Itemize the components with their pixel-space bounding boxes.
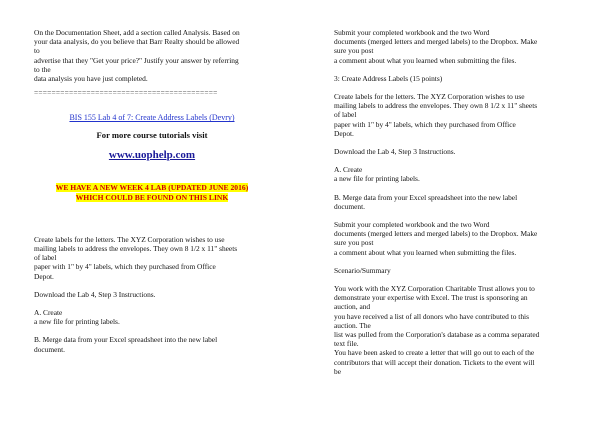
download-instructions-right: Download the Lab 4, Step 3 Instructions. [334, 147, 456, 157]
analysis-instructions: On the Documentation Sheet, add a section called Analysis. Based on your data analysis, do you believe that Barr Realty should be allowed to advertise that they "Get your price?" Justify your answer by referring to the data analysis you have just completed. [34, 28, 240, 84]
step-b: B. Merge data from your Excel spreadsheet into the new label document. [34, 335, 218, 354]
step-a-right: A. Create a new file for printing labels. [334, 165, 420, 184]
more-tutorials-text: For more course tutorials visit [96, 129, 208, 140]
lab-title-link[interactable]: BIS 155 Lab 4 of 7: Create Address Labels (Devry) [69, 113, 235, 123]
step3-heading: 3: Create Address Labels (15 points) [334, 73, 443, 83]
scenario-heading: Scenario/Summary [334, 265, 391, 275]
website-link[interactable]: www.uophelp.com [108, 148, 196, 161]
submit-paragraph-2: Submit your completed workbook and the two Word documents (merged letters and merged labels) to the Dropbox. Make sure you post a comment about what you learned when submitting the files. [334, 220, 538, 257]
left-column [34, 28, 270, 354]
step-a: A. Create a new file for printing labels. [34, 308, 120, 327]
right-column [334, 28, 574, 376]
step-b-right: B. Merge data from your Excel spreadsheet into the new label document. [334, 192, 518, 211]
submit-paragraph-1: Submit your completed workbook and the two Word documents (merged letters and merged labels) to the Dropbox. Make sure you post a comment about what you learned when submitting the files. [334, 28, 538, 65]
download-instructions: Download the Lab 4, Step 3 Instructions. [34, 289, 156, 299]
create-labels-paragraph: Create labels for the letters. The XYZ Corporation wishes to use mailing labels to address the envelopes. They own 8 1/2 x 11" sheets of label paper with 1" by 4" labels, which they purchased from Office Depot. [34, 234, 238, 281]
section-divider: ========================================== [34, 88, 218, 98]
scenario-paragraph: You work with the XYZ Corporation Charitable Trust allows you to demonstrate your expertise with Excel. The trust is sponsoring an auction, and you have received a list of all donors who have contributed to this auction. The list was pulled from the Corporation's database as a comma separated text file. You have been asked to create a letter that will go out to each of the contributors that will accept their donation. Tickets to the event will be [334, 284, 540, 376]
create-labels-paragraph-right: Create labels for the letters. The XYZ Corporation wishes to use mailing labels to address the envelopes. They own 8 1/2 x 11" sheets of label paper with 1" by 4" labels, which they purchased from Office Depot. [334, 92, 538, 138]
announcement-banner[interactable]: WE HAVE A NEW WEEK 4 LAB (UPDATED JUNE 2016) WHICH COULD BE FOUND ON THIS LINK [55, 182, 249, 202]
